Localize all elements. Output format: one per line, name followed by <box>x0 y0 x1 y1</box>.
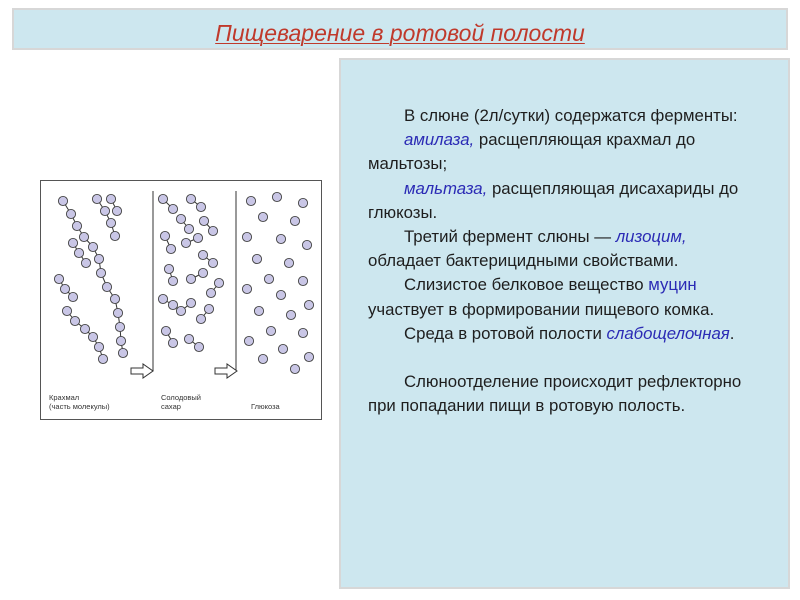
glucose-bead-bead <box>242 284 251 293</box>
term-maltase: мальтаза, <box>404 178 488 198</box>
lysozyme-desc: обладает бактерицидными свойствами. <box>368 251 679 271</box>
term-mucin: муцин <box>648 275 697 295</box>
text-body <box>368 104 763 418</box>
caption-starch-line1: Крахмал <box>49 393 80 402</box>
maltose-pair-bead <box>166 244 175 253</box>
maltose-pair-bead <box>184 224 193 233</box>
paragraph-maltase <box>368 177 763 225</box>
mucin-lead: Слизистое белковое вещество <box>404 275 649 295</box>
glucose-bead-bead <box>298 276 307 285</box>
maltose-pair-bead <box>214 278 223 287</box>
maltose-pair-bead <box>204 304 213 313</box>
caption-maltose-line2: сахар <box>161 402 181 411</box>
amylase-desc: расщепляющая крахмал до мальтозы; <box>368 130 696 174</box>
starch-chain-bead <box>102 282 111 291</box>
starch-chain-bead <box>58 196 67 205</box>
glucose-bead-bead <box>278 344 287 353</box>
salivation-text: Слюноотделение происходит рефлекторно при попадании пищи в ротовую полость. <box>368 372 742 416</box>
arrow-icon <box>131 364 153 378</box>
starch-branch-bead <box>74 248 83 257</box>
caption-starch-line2: (часть молекулы) <box>49 402 110 411</box>
slide-title: Пищеварение в ротовой полости <box>215 20 585 46</box>
maltose-pair-bead <box>168 276 177 285</box>
term-amylase: амилаза, <box>404 130 475 150</box>
glucose-bead-bead <box>264 274 273 283</box>
starch-branch-bead <box>92 194 101 203</box>
caption-maltose <box>161 393 201 411</box>
starch-branch-bead <box>106 218 115 227</box>
maltose-pair-bead <box>193 233 202 242</box>
starch-chain-bead <box>72 221 81 230</box>
maltose-pair-bead <box>186 194 195 203</box>
mucin-desc: участвует в формировании пищевого комка. <box>368 299 715 319</box>
maltose-pair-bead <box>164 264 173 273</box>
glucose-bead-bead <box>290 364 299 373</box>
paragraph-lysozyme <box>368 225 763 273</box>
caption-glucose-line1: Глюкоза <box>251 402 280 411</box>
starch-chain-bead <box>79 232 88 241</box>
glucose-bead-bead <box>298 328 307 337</box>
starch-branch-bead <box>80 324 89 333</box>
starch-chain-bead <box>66 209 75 218</box>
starch-chain-bead <box>110 294 119 303</box>
maltose-pair-bead <box>194 342 203 351</box>
starch-chain-bead <box>118 348 127 357</box>
starch-chain-bead <box>94 254 103 263</box>
glucose-bead-bead <box>252 254 261 263</box>
glucose-bead-bead <box>284 258 293 267</box>
paragraph-salivation <box>368 370 763 418</box>
starch-branch-bead <box>62 306 71 315</box>
term-alkaline: слабощелочная <box>606 323 730 343</box>
glucose-bead-bead <box>258 354 267 363</box>
starch-chain-bead <box>116 336 125 345</box>
maltose-pair-bead <box>198 268 207 277</box>
maltose-pair-bead <box>158 194 167 203</box>
paragraph-amylase <box>368 128 763 176</box>
maltose-pair-bead <box>208 226 217 235</box>
starch-branch-bead <box>112 206 121 215</box>
starch-chain-bead <box>113 308 122 317</box>
starch-chain-bead <box>88 242 97 251</box>
starch-branch-bead <box>100 206 109 215</box>
glucose-bead-bead <box>276 290 285 299</box>
starch-digestion-figure <box>40 180 322 420</box>
starch-branch-bead <box>98 354 107 363</box>
paragraph-medium <box>368 322 763 346</box>
maltose-pair-bead <box>161 326 170 335</box>
starch-branch-bead <box>70 316 79 325</box>
glucose-bead-bead <box>304 300 313 309</box>
maltose-pair-bead <box>168 338 177 347</box>
medium-end: . <box>729 323 735 343</box>
maltose-pair-bead <box>184 334 193 343</box>
arrow-icon <box>215 364 237 378</box>
maltose-pair-bead <box>181 238 190 247</box>
maltose-pair-bead <box>176 214 185 223</box>
caption-maltose-line1: Солодовый <box>161 393 202 402</box>
maltose-pair-bead <box>186 274 195 283</box>
enzymes-intro: В слюне (2л/сутки) содержатся ферменты: <box>404 106 738 125</box>
maltose-pair-bead <box>196 314 205 323</box>
glucose-bead-bead <box>246 196 255 205</box>
caption-starch <box>49 393 110 411</box>
glucose-bead-bead <box>290 216 299 225</box>
maltose-pair-bead <box>196 202 205 211</box>
glucose-bead-bead <box>302 240 311 249</box>
spacer <box>368 346 763 370</box>
glucose-bead-bead <box>244 336 253 345</box>
glucose-bead-bead <box>272 192 281 201</box>
starch-branch-bead <box>106 194 115 203</box>
starch-branch-bead <box>81 258 90 267</box>
starch-branch-bead <box>68 292 77 301</box>
paragraph-enzymes <box>368 104 763 128</box>
medium-lead: Среда в ротовой полости <box>404 323 607 343</box>
figure-drawing <box>41 181 323 421</box>
glucose-bead-bead <box>276 234 285 243</box>
starch-branch-bead <box>60 284 69 293</box>
glucose-bead-bead <box>258 212 267 221</box>
starch-branch-bead <box>110 231 119 240</box>
maltose-pair-bead <box>199 216 208 225</box>
glucose-bead-bead <box>298 198 307 207</box>
paragraph-mucin <box>368 273 763 321</box>
maltase-desc: расщепляющая дисахариды до глюкозы. <box>368 178 739 222</box>
maltose-pair-bead <box>168 300 177 309</box>
lysozyme-lead: Третий фермент слюны — <box>404 227 616 247</box>
starch-branch-bead <box>94 342 103 351</box>
maltose-pair-bead <box>198 250 207 259</box>
maltose-pair-bead <box>168 204 177 213</box>
maltose-pair-bead <box>208 258 217 267</box>
starch-chain-bead <box>96 268 105 277</box>
glucose-bead-bead <box>286 310 295 319</box>
caption-glucose <box>251 402 280 411</box>
maltose-pair-bead <box>206 288 215 297</box>
maltose-pair-bead <box>158 294 167 303</box>
glucose-bead-bead <box>266 326 275 335</box>
glucose-bead-bead <box>254 306 263 315</box>
starch-chain-bead <box>115 322 124 331</box>
term-lysozyme: лизоцим, <box>615 227 687 247</box>
glucose-bead-bead <box>242 232 251 241</box>
starch-branch-bead <box>54 274 63 283</box>
starch-branch-bead <box>88 332 97 341</box>
maltose-pair-bead <box>176 306 185 315</box>
maltose-pair-bead <box>160 231 169 240</box>
starch-branch-bead <box>68 238 77 247</box>
maltose-pair-bead <box>186 298 195 307</box>
title-bar <box>12 8 788 50</box>
glucose-bead-bead <box>304 352 313 361</box>
